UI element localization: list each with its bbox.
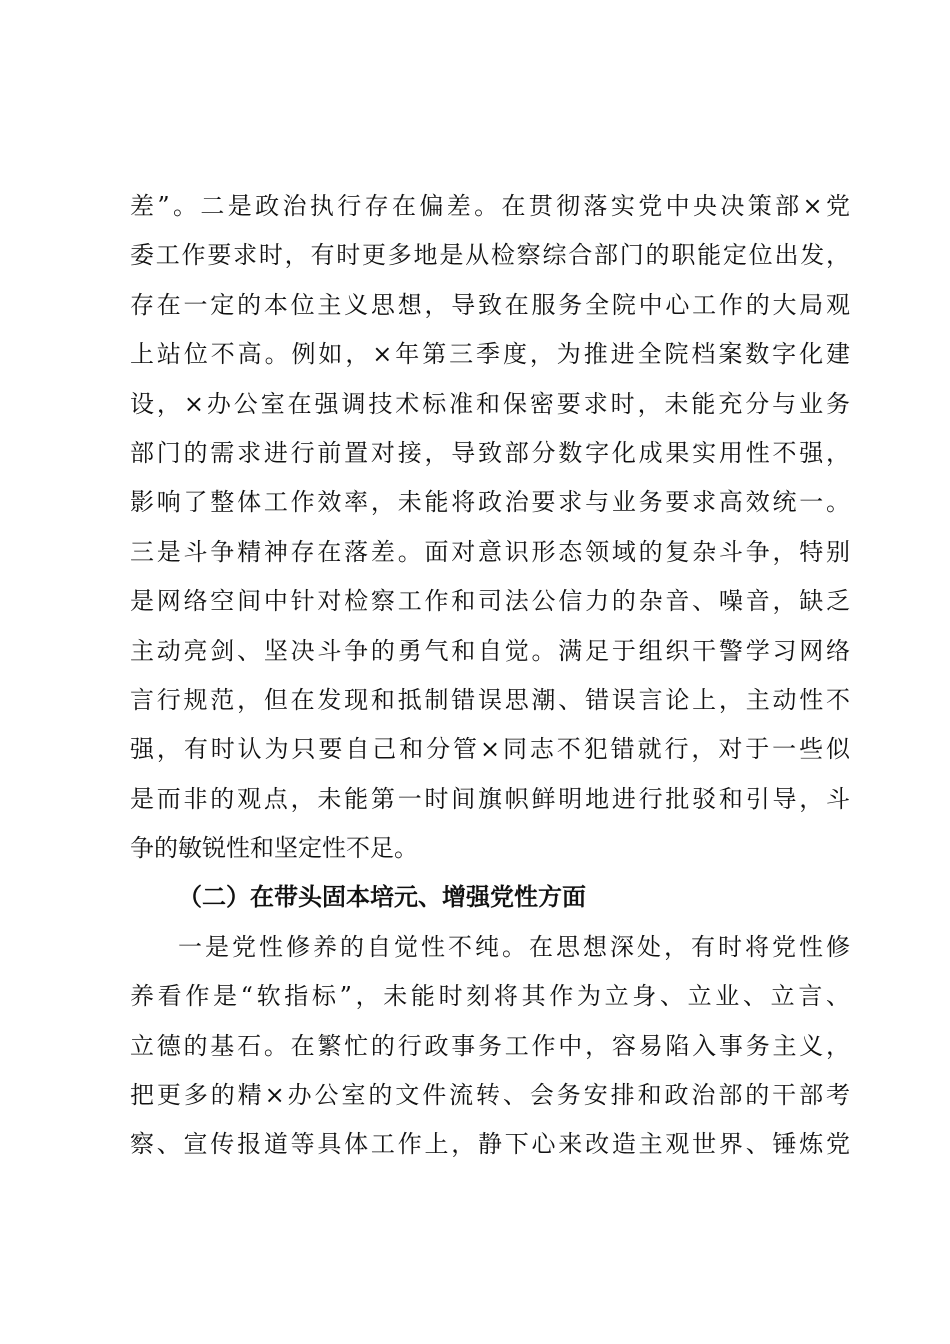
paragraph-line: 立德的基石。在繁忙的行政事务工作中，容易陷入事务主义，: [130, 1031, 850, 1060]
paragraph-line: 影响了整体工作效率，未能将政治要求与业务要求高效统一。: [130, 488, 850, 517]
paragraph-line: 设，×办公室在强调技术标准和保密要求时，未能充分与业务: [130, 389, 850, 418]
paragraph-line: 言行规范，但在发现和抵制错误思潮、错误言论上，主动性不: [130, 685, 850, 714]
paragraph-line: 争的敏锐性和坚定性不足。: [130, 834, 418, 863]
section-heading: （二）在带头固本培元、增强党性方面: [178, 883, 586, 912]
paragraph-line: 一是党性修养的自觉性不纯。在思想深处，有时将党性修: [178, 932, 850, 961]
paragraph-line: 部门的需求进行前置对接，导致部分数字化成果实用性不强，: [130, 438, 850, 467]
paragraph-line: 存在一定的本位主义思想，导致在服务全院中心工作的大局观: [130, 290, 850, 319]
paragraph-line: 养看作是“软指标”，未能时刻将其作为立身、立业、立言、: [130, 982, 850, 1011]
paragraph-line: 是网络空间中针对检察工作和司法公信力的杂音、噪音，缺乏: [130, 587, 850, 616]
paragraph-line: 主动亮剑、坚决斗争的勇气和自觉。满足于组织干警学习网络: [130, 636, 850, 665]
paragraph-line: 强，有时认为只要自己和分管×同志不犯错就行，对于一些似: [130, 735, 850, 764]
paragraph-line: 察、宣传报道等具体工作上，静下心来改造主观世界、锤炼党: [130, 1130, 850, 1159]
paragraph-line: 上站位不高。例如，×年第三季度，为推进全院档案数字化建: [130, 340, 850, 369]
paragraph-line: 是而非的观点，未能第一时间旗帜鲜明地进行批驳和引导，斗: [130, 784, 850, 813]
paragraph-line: 把更多的精×办公室的文件流转、会务安排和政治部的干部考: [130, 1081, 850, 1110]
paragraph-line: 三是斗争精神存在落差。面对意识形态领域的复杂斗争，特别: [130, 537, 850, 566]
document-body: [130, 182, 850, 1170]
paragraph-line: 差”。二是政治执行存在偏差。在贯彻落实党中央决策部×党: [130, 192, 850, 220]
paragraph-line: 委工作要求时，有时更多地是从检察综合部门的职能定位出发，: [130, 241, 850, 270]
